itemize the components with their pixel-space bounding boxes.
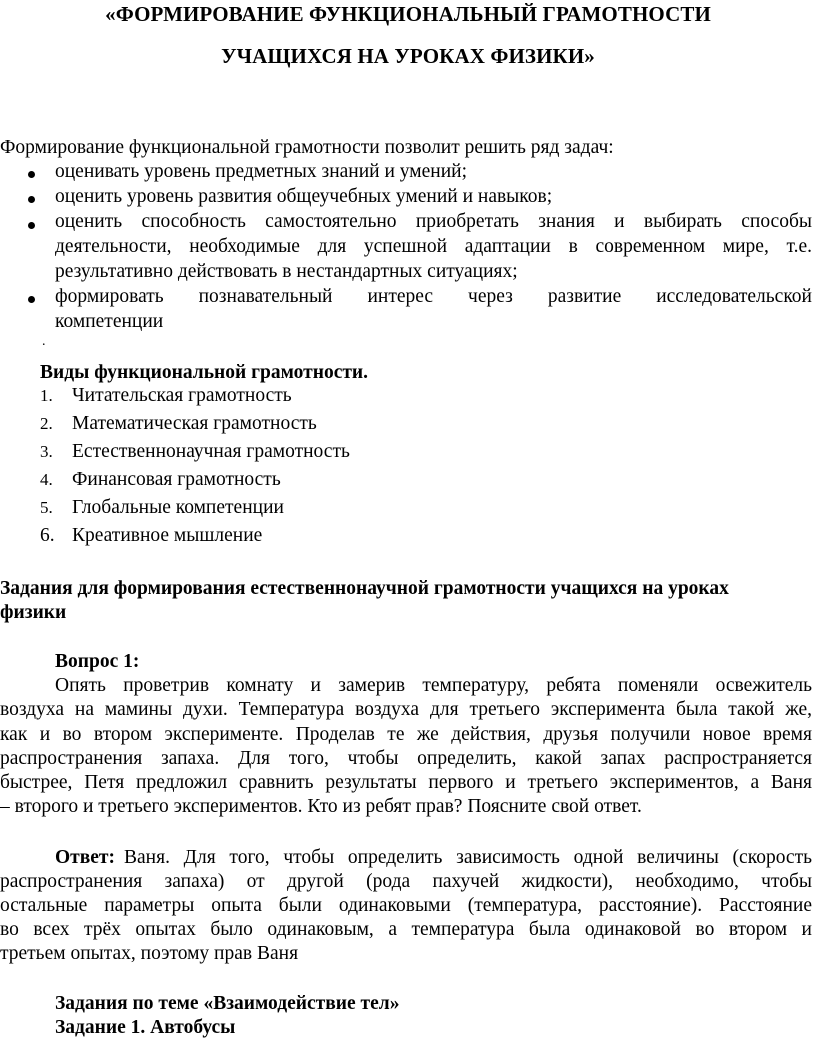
answer-line: Ваня. Для того, чтобы определить зависимость одной величины (скорость (124, 847, 812, 868)
list-number: 3. (40, 442, 53, 461)
task-item-line: компетенции (55, 311, 164, 332)
question-line: воздуха на мамины духи. Температура воздуха для третьего эксперимента была такой же, (0, 699, 812, 720)
title-line-2: УЧАЩИХСЯ НА УРОКАХ ФИЗИКИ» (221, 44, 595, 68)
task1-heading: Задание 1. Автобусы (55, 1017, 236, 1038)
answer-line: третьем опытах, поэтому прав Ваня (0, 943, 299, 964)
list-number: 5. (40, 498, 53, 517)
title-line-1: «ФОРМИРОВАНИЕ ФУНКЦИОНАЛЬНЫЙ ГРАМОТНОСТИ (105, 2, 711, 26)
types-heading: Виды функциональной грамотности. (40, 362, 369, 383)
list-item: Читательская грамотность (72, 385, 292, 406)
task-item: оценивать уровень предметных знаний и умений; (55, 161, 467, 182)
list-item: Финансовая грамотность (72, 469, 281, 490)
bullet-icon (28, 196, 35, 203)
section-heading: Задания для формирования естественнонаучной грамотности учащихся на уроках (0, 578, 729, 599)
task-item-line: формировать познавательный интерес через развитие исследовательской (55, 286, 812, 307)
answer-line: распространения запаха) от другой (рода пахучей жидкости), необходимо, чтобы (0, 871, 812, 892)
answer-line: остальные параметры опыта были одинаковыми (температура, расстояние). Расстояние (0, 895, 812, 916)
list-item: Математическая грамотность (72, 413, 317, 434)
bullet-icon (28, 171, 35, 178)
question-line: как и во втором эксперименте. Проделав те же действия, друзья получили новое время (0, 724, 812, 745)
question-line: Опять проветрив комнату и замерив температуру, ребята поменяли освежитель (55, 675, 812, 696)
bullet-icon (28, 222, 35, 229)
intro-text: Формирование функциональной грамотности позволит решить ряд задач: (0, 137, 614, 158)
list-item: Естественнонаучная грамотность (72, 441, 350, 462)
list-number: 1. (40, 386, 53, 405)
answer-label: Ответ: (55, 847, 116, 868)
list-item: Глобальные компетенции (72, 497, 284, 518)
task-item-line: результативно действовать в нестандартных ситуациях; (55, 261, 518, 282)
topic-heading: Задания по теме «Взаимодействие тел» (55, 993, 400, 1014)
answer-line: во всех трёх опытах было одинаковым, а температура была одинаковой во втором и (0, 919, 812, 940)
question-line: быстрее, Петя предложил сравнить результаты первого и третьего экспериментов, а Ваня (0, 772, 812, 793)
question-line: распространения запаха. Для того, чтобы определить, какой запах распространяется (0, 748, 812, 769)
question-line: – второго и третьего экспериментов. Кто из ребят прав? Поясните свой ответ. (0, 796, 642, 817)
list-number: 4. (40, 470, 53, 489)
task-item-line: деятельности, необходимые для успешной адаптации в современном мире, т.е. (55, 236, 812, 257)
list-number: 6. (40, 525, 55, 546)
section-heading: физики (0, 602, 67, 623)
stray-dot: . (42, 334, 46, 349)
task-item: оценить уровень развития общеучебных умений и навыков; (55, 186, 553, 207)
list-item: Креативное мышление (72, 525, 263, 546)
list-number: 2. (40, 414, 53, 433)
question-label: Вопрос 1: (55, 651, 140, 672)
task-item-line: оценить способность самостоятельно приобретать знания и выбирать способы (55, 211, 812, 232)
bullet-icon (28, 296, 35, 303)
